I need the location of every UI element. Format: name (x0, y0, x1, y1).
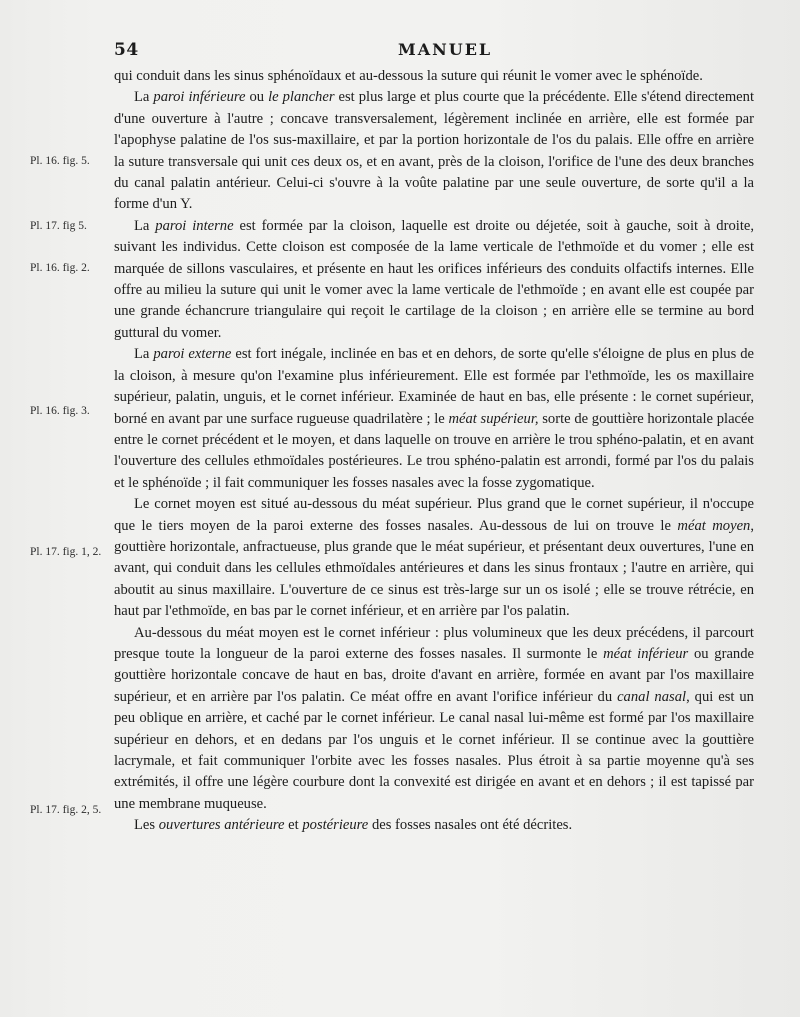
main-text (114, 66, 754, 837)
term-paroi-externe: paroi externe (153, 346, 232, 363)
text-run: La (134, 89, 154, 106)
paragraph-paroi-inferieure (114, 87, 754, 215)
text-run: , gouttière horizontale, anfractueuse, plus grande que le méat supérieur, et présentant deux ouvertures, l'une en avant, qui conduit dans les cellules ethmoïdales antérieures et dans les sinus frontaux ; l'autre en arrière, qui aboutit au sinus maxillaire. L'ouverture de ce sinus est très-large sur un os isolé ; elle se trouve rétrécie, en haut par l'ethmoïde, en bas par le cornet inférieur, et en arrière par l'os palatin. (114, 517, 755, 620)
term-ouvertures-anterieure: ouvertures antérieure (158, 817, 285, 834)
term-paroi-interne: paroi interne (155, 217, 234, 234)
term-meat-superieur: méat supérieur, (448, 410, 539, 427)
text-run: et (284, 817, 303, 834)
text-run: sorte de gouttière horizontale placée entre le cornet précédent et le moyen, et dans laquelle on trouve en arrière le trou sphéno-palatin, et en avant l'ouverture des cellules ethmoïdales postérieures. Le trou sphéno-palatin est arrondi, formé par l'os du palais et le sphénoïde ; il fait communiquer les fosses nasales avec la fosse zygomatique. (114, 410, 754, 491)
text-run: La (134, 217, 156, 234)
term-canal-nasal: canal nasal (617, 688, 687, 705)
paragraph-paroi-externe (114, 344, 754, 494)
text-run: ou (245, 89, 269, 106)
paragraph-paroi-interne (114, 216, 754, 344)
term-meat-inferieur: méat inférieur (603, 645, 689, 662)
term-meat-moyen: méat moyen (677, 517, 751, 534)
text-run: est fort inégale, inclinée en bas et en dehors, de sorte qu'elle s'éloigne de plus en plus de la cloison, à mesure qu'on l'examine plus inférieurement. Elle est formée par l'ethmoïde, les os maxillaire supérieur, palatin, unguis, et le cornet inférieur. Examinée de haut en bas, elle présente : le cornet supérieur, borné en avant par une surface rugueuse quadrilatère ; le (114, 346, 754, 427)
page-number: 54 (114, 40, 139, 60)
page-header (0, 40, 800, 64)
text-run: Le cornet moyen est situé au-dessous du méat supérieur. Plus grand que le cornet supérieur, il n'occupe que le tiers moyen de la paroi externe des fosses nasales. Au-dessous de lui on trouve le (114, 496, 754, 534)
term-plancher: le plancher (268, 89, 335, 106)
margin-note-pl17-fig5: Pl. 17. fig 5. (30, 220, 87, 232)
margin-note-pl17-fig1-2: Pl. 17. fig. 1, 2. (30, 546, 102, 558)
margin-note-pl17-fig2-5: Pl. 17. fig. 2, 5. (30, 804, 102, 816)
running-title: MANUEL (398, 40, 493, 59)
text-run: est formée par la cloison, laquelle est droite ou déjetée, soit à gauche, soit à droite, suivant les individus. Cette cloison est composée de la lame verticale de l'ethmoïde et du vomer ; elle est marquée de sillons vasculaires, et présente en haut les orifices inférieurs des conduits olfactifs internes. Elle offre au milieu la suture qui unit le vomer avec la lame verticale de l'ethmoïde ; en avant elle est coupée par une grande échancrure triangulaire qui reçoit le cartilage de la cloison ; en arrière elle se termine au bord guttural du vomer. (114, 217, 754, 341)
paragraph-cornet-inferieur (114, 623, 754, 816)
term-paroi-inferieure: paroi inférieure (153, 89, 246, 106)
text-run: La (134, 346, 154, 363)
paragraph-intro: qui conduit dans les sinus sphénoïdaux et au-dessous la suture qui réunit le vomer avec le sphénoïde. (114, 68, 703, 84)
text-run: est plus large et plus courte que la précédente. Elle s'étend directement d'une ouverture à l'autre ; concave transversalement, légèrement inclinée en arrière, elle est formée par l'apophyse palatine de l'os sus-maxillaire, et par la portion horizontale de l'os du palais. Elle offre en arrière la suture transversale qui unit ces deux os, et en avant, près de la cloison, l'orifice de l'une des deux branches du canal palatin antérieur. Celui-ci s'ouvre à la voûte palatine par une seule ouverture, de sorte qu'il a la forme d'un Y. (114, 89, 755, 213)
text-run: ou grande gouttière horizontale concave de haut en bas, droite d'avant en arrière, formée en avant par l'os maxillaire supérieur, et en arrière par l'os palatin. Ce méat offre en avant l'orifice inférieur du (114, 645, 754, 705)
paragraph-ouvertures (114, 815, 754, 836)
margin-note-pl16-fig3: Pl. 16. fig. 3. (30, 405, 90, 417)
paragraph-cornet-moyen (114, 494, 754, 622)
margin-note-pl16-fig5: Pl. 16. fig. 5. (30, 155, 90, 167)
margin-note-pl16-fig2: Pl. 16. fig. 2. (30, 262, 90, 274)
text-run: Au-dessous du méat moyen est le cornet inférieur : plus volumineux que les deux précédens, il parcourt presque toute la longueur de la paroi externe des fosses nasales. Il surmonte le (114, 624, 754, 662)
term-posterieure: postérieure (302, 817, 369, 834)
text-run: , qui est un peu oblique en arrière, et caché par le cornet inférieur. Le canal nasal lui-même est formé par l'os maxillaire supérieur en dehors, et en dedans par l'os unguis et le cornet inférieur. Il se continue avec la gouttière lacrymale, et fait communiquer l'orbite avec les fosses nasales. Plus étroit à sa partie moyenne qu'à ses extrémités, il offre une légère courbure dont la convexité est dirigée en avant et en dehors ; il est tapissé par une membrane muqueuse. (114, 688, 754, 812)
text-run: Les (134, 817, 159, 834)
text-run: des fosses nasales ont été décrites. (368, 817, 573, 834)
